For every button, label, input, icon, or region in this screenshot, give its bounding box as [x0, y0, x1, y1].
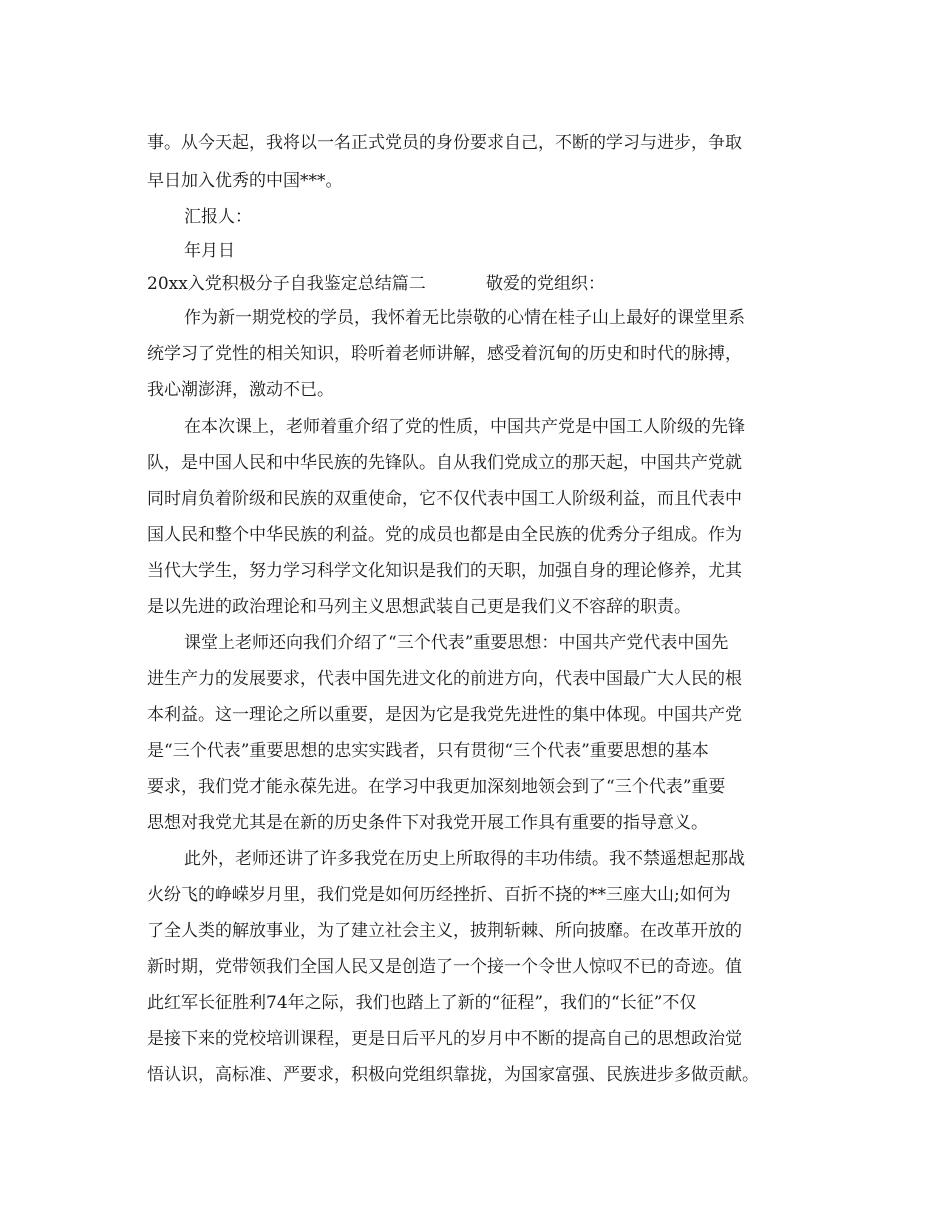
text-line: 课堂上老师还向我们介绍了“三个代表”重要思想：中国共产党代表中国先	[184, 633, 729, 653]
section-heading: 20xx入党积极分子自我鉴定总结篇二	[147, 274, 426, 294]
text-line: 同时肩负着阶级和民族的双重使命，它不仅代表中国工人阶级利益，而且代表中	[147, 489, 742, 509]
text-line: 队，是中国人民和中华民族的先锋队。自从我们党成立的那天起，中国共产党就	[147, 453, 742, 473]
text-line: 悟认识，高标准、严要求，积极向党组织靠拢，为国家富强、民族进步多做贡献。	[147, 1065, 759, 1085]
text-line: 统学习了党性的相关知识，聆听着老师讲解，感受着沉甸的历史和时代的脉搏，	[147, 344, 742, 364]
text-line: 是“三个代表”重要思想的忠实实践者，只有贯彻“三个代表”重要思想的基本	[147, 741, 709, 761]
text-line: 火纷飞的峥嵘岁月里，我们党是如何历经挫折、百折不挠的**三座大山;如何为	[147, 885, 731, 905]
text-line: 本利益。这一理论之所以重要，是因为它是我党先进性的集中体现。中国共产党	[147, 705, 742, 725]
salutation: 敬爱的党组织：	[486, 274, 605, 294]
text-line: 了全人类的解放事业，为了建立社会主义，披荆斩棘、所向披靡。在改革开放的	[147, 921, 742, 941]
text-line: 国人民和整个中华民族的利益。党的成员也都是由全民族的优秀分子组成。作为	[147, 525, 742, 545]
text-line: 此红军长征胜利74年之际，我们也踏上了新的“征程”，我们的“长征”不仅	[147, 993, 697, 1013]
text-line: 是以先进的政治理论和马列主义思想武装自己更是我们义不容辞的职责。	[147, 597, 691, 617]
date-label: 年月日	[184, 241, 235, 261]
text-line: 思想对我党尤其是在新的历史条件下对我党开展工作具有重要的指导意义。	[147, 813, 708, 833]
text-line: 事。从今天起，我将以一名正式党员的身份要求自己，不断的学习与进步，争取	[147, 133, 742, 153]
text-line: 在本次课上，老师着重介绍了党的性质，中国共产党是中国工人阶级的先锋	[184, 417, 745, 437]
text-line: 此外，老师还讲了许多我党在历史上所取得的丰功伟绩。我不禁遥想起那战	[184, 849, 745, 869]
text-line: 我心潮澎湃，激动不已。	[147, 380, 334, 400]
text-line: 新时期，党带领我们全国人民又是创造了一个接一个令世人惊叹不已的奇迹。值	[147, 957, 742, 977]
text-line: 是接下来的党校培训课程，更是日后平凡的岁月中不断的提高自己的思想政治觉	[147, 1029, 742, 1049]
reporter-label: 汇报人：	[184, 207, 252, 227]
text-line: 作为新一期党校的学员，我怀着无比崇敬的心情在桂子山上最好的课堂里系	[184, 308, 745, 328]
text-line: 要求，我们党才能永葆先进。在学习中我更加深刻地领会到了“三个代表”重要	[147, 777, 726, 797]
text-line: 当代大学生，努力学习科学文化知识是我们的天职，加强自身的理论修养，尤其	[147, 561, 742, 581]
text-line: 早日加入优秀的中国***。	[147, 171, 343, 191]
text-line: 进生产力的发展要求，代表中国先进文化的前进方向，代表中国最广大人民的根	[147, 669, 742, 689]
